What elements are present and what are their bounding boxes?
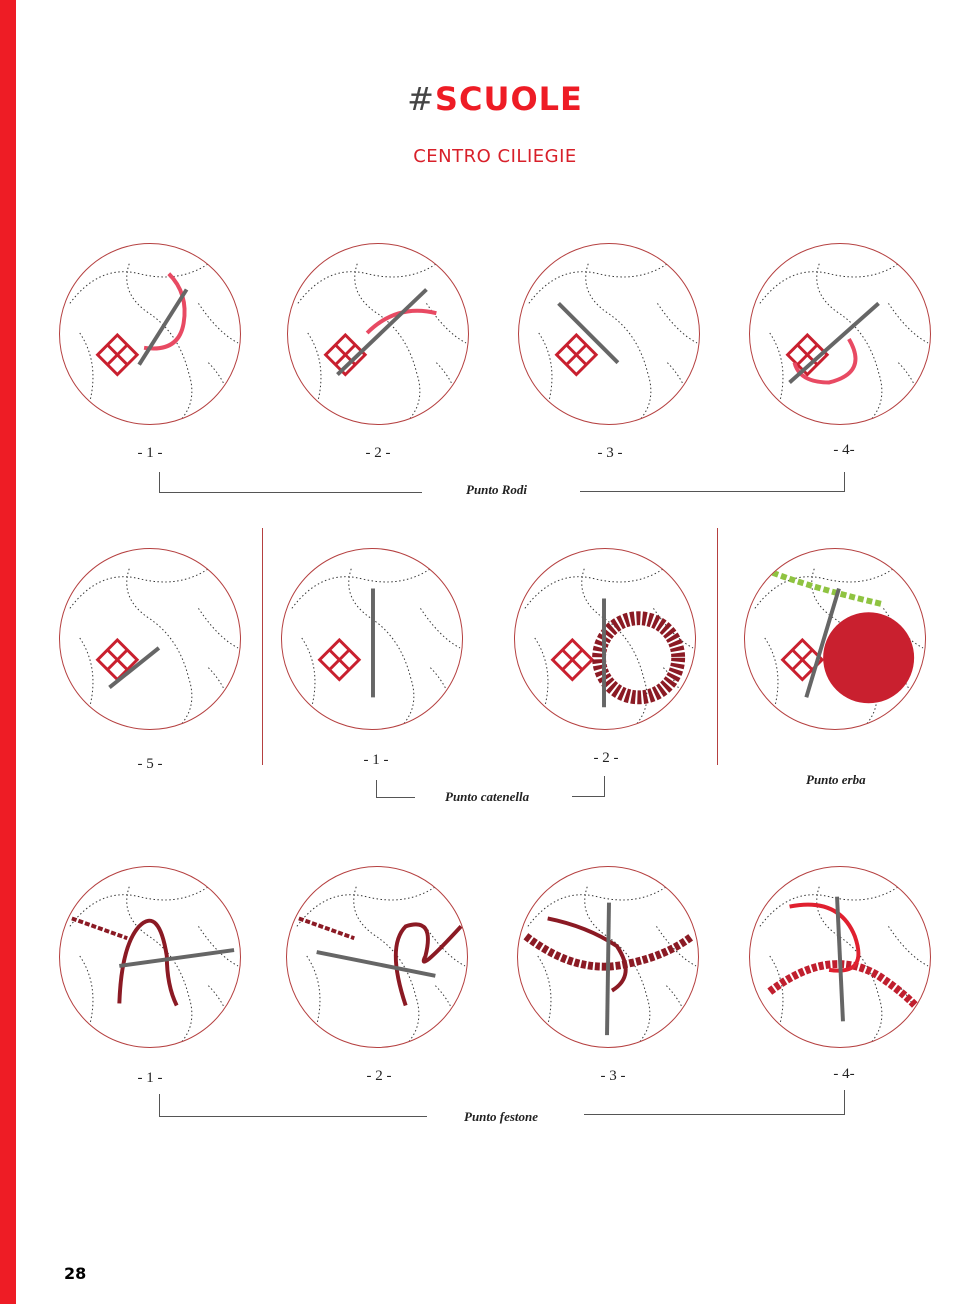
illustration-festone-step-4 bbox=[749, 866, 931, 1048]
label-punto-catenella: Punto catenella bbox=[445, 789, 530, 804]
illustration-rodi-step-2 bbox=[287, 243, 469, 425]
page-edge-bar bbox=[0, 0, 16, 1304]
label-punto-festone: Punto festone bbox=[464, 1109, 539, 1124]
step-number: - 1 - bbox=[137, 1070, 163, 1086]
bracket-catenella-right bbox=[572, 776, 605, 797]
bracket-catenella-left bbox=[376, 780, 415, 798]
illustration-catenella-step-1 bbox=[281, 548, 463, 730]
step-number: - 5 - bbox=[137, 756, 163, 772]
section-divider bbox=[717, 528, 718, 765]
step-number: - 4- bbox=[833, 442, 855, 458]
step-number: - 4- bbox=[833, 1066, 855, 1082]
step-number: - 1 - bbox=[363, 752, 389, 768]
step-number: - 1 - bbox=[137, 445, 163, 461]
title-text: SCUOLE bbox=[434, 80, 583, 118]
step-number: - 3 - bbox=[597, 445, 623, 461]
bracket-rodi-left bbox=[159, 472, 422, 493]
section-divider bbox=[262, 528, 263, 765]
illustration-rodi-step-1 bbox=[59, 243, 241, 425]
illustration-festone-step-1 bbox=[59, 866, 241, 1048]
bracket-rodi-right bbox=[580, 472, 845, 492]
step-number: - 2 - bbox=[365, 445, 391, 461]
illustration-festone-step-2 bbox=[286, 866, 468, 1048]
page-subtitle: CENTRO CILIEGIE bbox=[413, 146, 577, 167]
illustration-catenella-step-2 bbox=[514, 548, 696, 730]
bracket-festone-left bbox=[159, 1094, 427, 1117]
page-title bbox=[0, 80, 960, 118]
illustration-erba bbox=[744, 548, 926, 730]
page-number: 28 bbox=[64, 1264, 87, 1283]
label-punto-rodi: Punto Rodi bbox=[466, 482, 528, 497]
illustration-rodi-step-4 bbox=[749, 243, 931, 425]
step-number: - 2 - bbox=[366, 1068, 392, 1084]
label-punto-erba: Punto erba bbox=[806, 772, 866, 787]
step-number: - 3 - bbox=[600, 1068, 626, 1084]
title-hash: # bbox=[407, 80, 435, 118]
step-number: - 2 - bbox=[593, 750, 619, 766]
illustration-festone-step-3 bbox=[517, 866, 699, 1048]
illustration-rodi-step-5 bbox=[59, 548, 241, 730]
bracket-festone-right bbox=[584, 1090, 845, 1115]
illustration-rodi-step-3 bbox=[518, 243, 700, 425]
